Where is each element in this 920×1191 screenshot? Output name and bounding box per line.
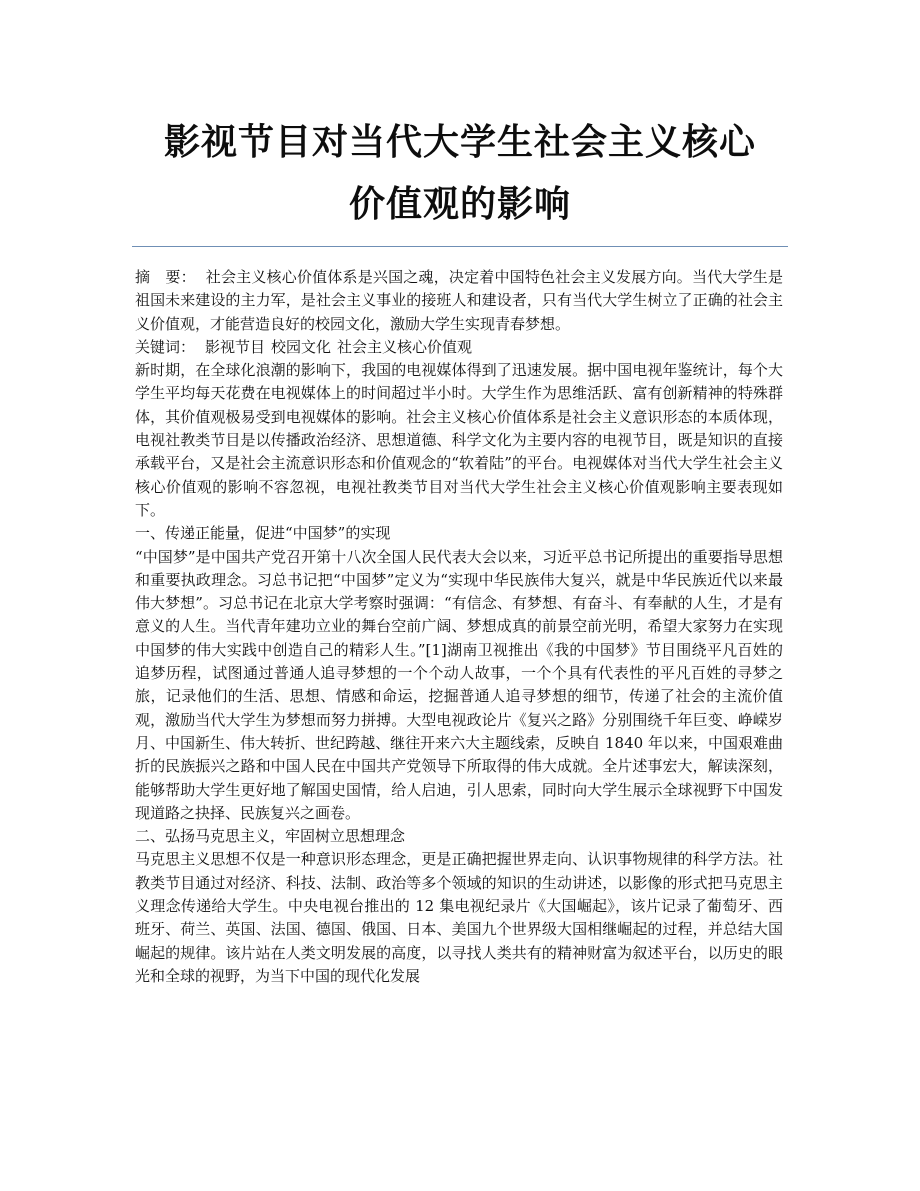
abstract-paragraph <box>135 266 783 336</box>
document-body <box>135 266 783 988</box>
abstract-label: 摘 要： <box>135 268 196 286</box>
section-heading-1: 一、传递正能量，促进“中国梦”的实现 <box>135 524 391 543</box>
keyword: 影视节目 <box>205 337 266 356</box>
section-1-paragraph: “中国梦”是中国共产党召开第十八次全国人民代表大会以来，习近平总书记所提出的重要指导思想和重要执政理念。习总书记把“中国梦”定义为“实现中华民族伟大复兴，就是中华民族近代以来最伟大梦想”。习总书记在北京大学考察时强调：“有信念、有梦想、有奋斗、有奉献的人生，才是有意义的人生。当代青年建功立业的舞台空前广阔、梦想成真的前景空前光明，希望大家努力在实现中国梦的伟大实践中创造自己的精彩人生。”[1]湖南卫视推出《我的中国梦》节目围绕平凡百姓的追梦历程，试图通过普通人追寻梦想的一个个动人故事，一个个具有代表性的平凡百姓的寻梦之旅，记录他们的生活、思想、情感和命运，挖掘普通人追寻梦想的细节，传递了社会的主流价值观，激励当代大学生为梦想而努力拼搏。大型电视政论片《复兴之路》分别围绕千年巨变、峥嵘岁月、中国新生、伟大转折、世纪跨越、继往开来六大主题线索，反映自 1840 年以来，中国艰难曲折的民族振兴之路和中国人民在中国共产党领导下所取得的伟大成就。全片述事宏大，解读深刻，能够帮助大学生更好地了解国史国情，给人启迪，引人思索，同时向大学生展示全球视野下中国发现道路之抉择、民族复兴之画卷。 <box>135 547 783 822</box>
keywords-label: 关键词： <box>135 337 196 356</box>
keyword: 社会主义核心价值观 <box>337 337 473 356</box>
document-title <box>132 112 788 236</box>
section-heading-2: 二、弘扬马克思主义，牢固树立思想理念 <box>135 827 406 846</box>
section-2-paragraph: 马克思主义思想不仅是一种意识形态理念，更是正确把握世界走向、认识事物规律的科学方法。社教类节目通过对经济、科技、法制、政治等多个领域的知识的生动讲述，以影像的形式把马克思主义理念传递给大学生。中央电视台推出的 12 集电视纪录片《大国崛起》，该片记录了葡萄牙、西班牙、荷兰、英国、法国、德国、俄国、日本、美国九个世界级大国相继崛起的过程，并总结大国崛起的规律。该片站在人类文明发展的高度，以寻找人类共有的精神财富为叙述平台，以历史的眼光和全球的视野，为当下中国的现代化发展 <box>135 850 783 985</box>
intro-paragraph: 新时期，在全球化浪潮的影响下，我国的电视媒体得到了迅速发展。据中国电视年鉴统计，每个大学生平均每天花费在电视媒体上的时间超过半小时。大学生作为思维活跃、富有创新精神的特殊群体，其价值观极易受到电视媒体的影响。社会主义核心价值体系是社会主义意识形态的本质体现，电视社教类节目是以传播政治经济、思想道德、科学文化为主要内容的电视节目，既是知识的直接承载平台，又是社会主流意识形态和价值观念的“软着陆”的平台。电视媒体对当代大学生社会主义核心价值观的影响不容忽视，电视社教类节目对当代大学生社会主义核心价值观影响主要表现如下。 <box>135 361 783 519</box>
title-line-2: 价值观的影响 <box>348 184 571 225</box>
keywords-paragraph <box>135 336 783 359</box>
keyword: 校园文化 <box>271 337 332 356</box>
title-line-1: 影视节目对当代大学生社会主义核心 <box>163 122 756 163</box>
abstract-text: 社会主义核心价值体系是兴国之魂，决定着中国特色社会主义发展方向。当代大学生是祖国未来建设的主力军，是社会主义事业的接班人和建设者，只有当代大学生树立了正确的社会主义价值观，才能营造良好的校园文化，激励大学生实现青春梦想。 <box>135 268 783 333</box>
title-divider <box>132 246 788 247</box>
